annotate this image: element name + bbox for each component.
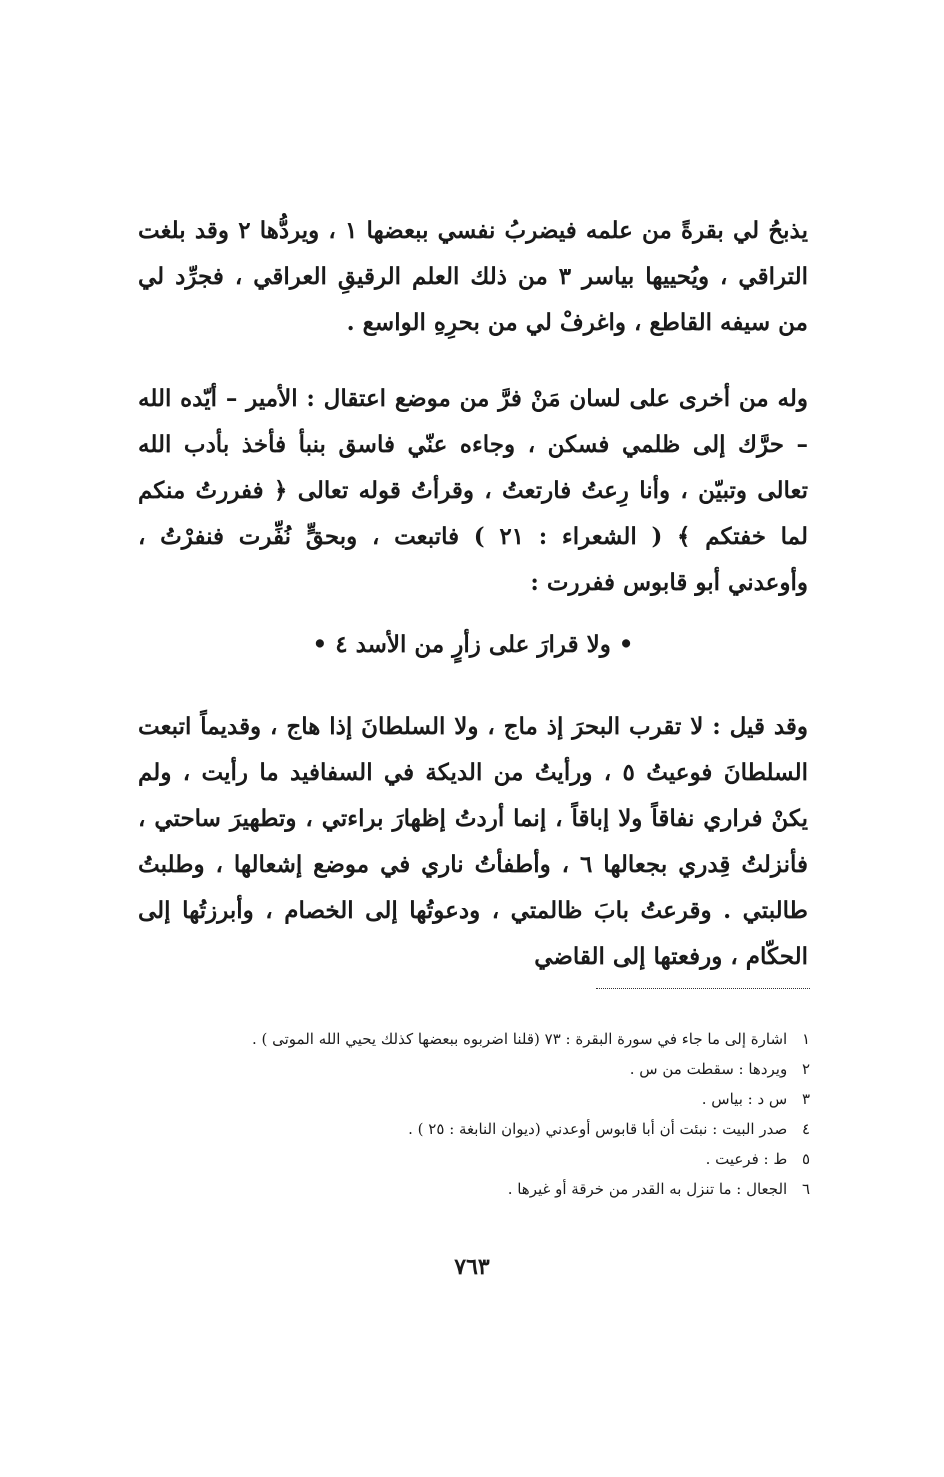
footnote-number: ٣ [801,1090,810,1108]
footnote-number: ٥ [801,1150,810,1168]
footnote-text: ويردها : سقطت من س . [629,1060,788,1078]
footnote-item [138,1024,810,1054]
paragraph-3: وقد قيل : لا تقرب البحرَ إذ ماج ، ولا السلطانَ إذا هاج ، وقديماً اتبعت السلطانَ فوعيتُ ٥ ، ورأيتُ من الديكة في السفافيد ما رأيت ، ولم يكنْ فراري نفاقاً ولا إباقاً ، إنما أردتُ إظهارَ براءتي ، وتطهيرَ ساحتي ، فأنزلتُ قِدري بجعالها ٦ ، وأطفأتُ ناري في موضع إشعالها ، وطلبتُ طالبتي . وقرعتُ بابَ ظالمتي ، ودعوتُها إلى الخصام ، وأبرزتُها إلى الحكّام ، ورفعتها إلى القاضي [138,713,809,970]
footnote-item [138,1054,810,1084]
footnote-text: صدر البيت : نبئت أن أبا قابوس أوعدني (ديوان النابغة : ٢٥ ) . [408,1120,788,1138]
verse-line: • ولا قرارَ على زأرٍ من الأسد ٤ • [312,631,634,658]
footnote-item [138,1144,810,1174]
paragraph-2: وله من أخرى على لسان مَنْ فرَّ من موضع اعتقال : الأمير – أيّده الله – حرَّك إلى ظلمي فسكن ، وجاءه عنّي فاسق بنبأ فأخذ بأدب الله تعالى وتبيّن ، وأنا رِعتُ فارتعتُ ، وقرأتُ قوله تعالى ﴿ ففررتُ منكم لما خفتكم ﴾ ( الشعراء : ٢١ ) فاتبعت ، وبحقٍّ نُفِّرت فنفرْتُ ، وأوعدني أبو قابوس ففررت : [138,385,808,596]
paragraph-1: يذبحُ لي بقرةً من علمه فيضربُ نفسي ببعضها ١ ، ويردُّها ٢ وقد بلغت التراقي ، ويُحييها بياسر ٣ من ذلك العلم الرقيقِ العراقي ، فجرِّد لي من سيفه القاطع ، واغرفْ لي من بحرِهِ الواسع . [138,217,808,336]
footnote-number: ١ [801,1030,810,1048]
footnote-text: س د : بياس . [701,1090,788,1108]
page-number: ٧٦٣ [454,1254,490,1280]
footnote-number: ٦ [801,1180,810,1198]
footnote-number: ٢ [801,1060,810,1078]
footnote-text: ط : فرعيت . [705,1150,788,1168]
footnote-text: اشارة إلى ما جاء في سورة البقرة : ٧٣ (قلنا اضربوه ببعضها كذلك يحيي الله الموتى ) . [251,1030,788,1048]
footnote-item [138,1174,810,1204]
footnote-item [138,1114,810,1144]
footnote-divider [596,988,810,989]
footnote-item [138,1084,810,1114]
footnotes-list [138,1024,810,1204]
footnote-number: ٤ [801,1120,810,1138]
footnote-text: الجعال : ما تنزل به القدر من خرقة أو غيرها . [507,1180,788,1198]
